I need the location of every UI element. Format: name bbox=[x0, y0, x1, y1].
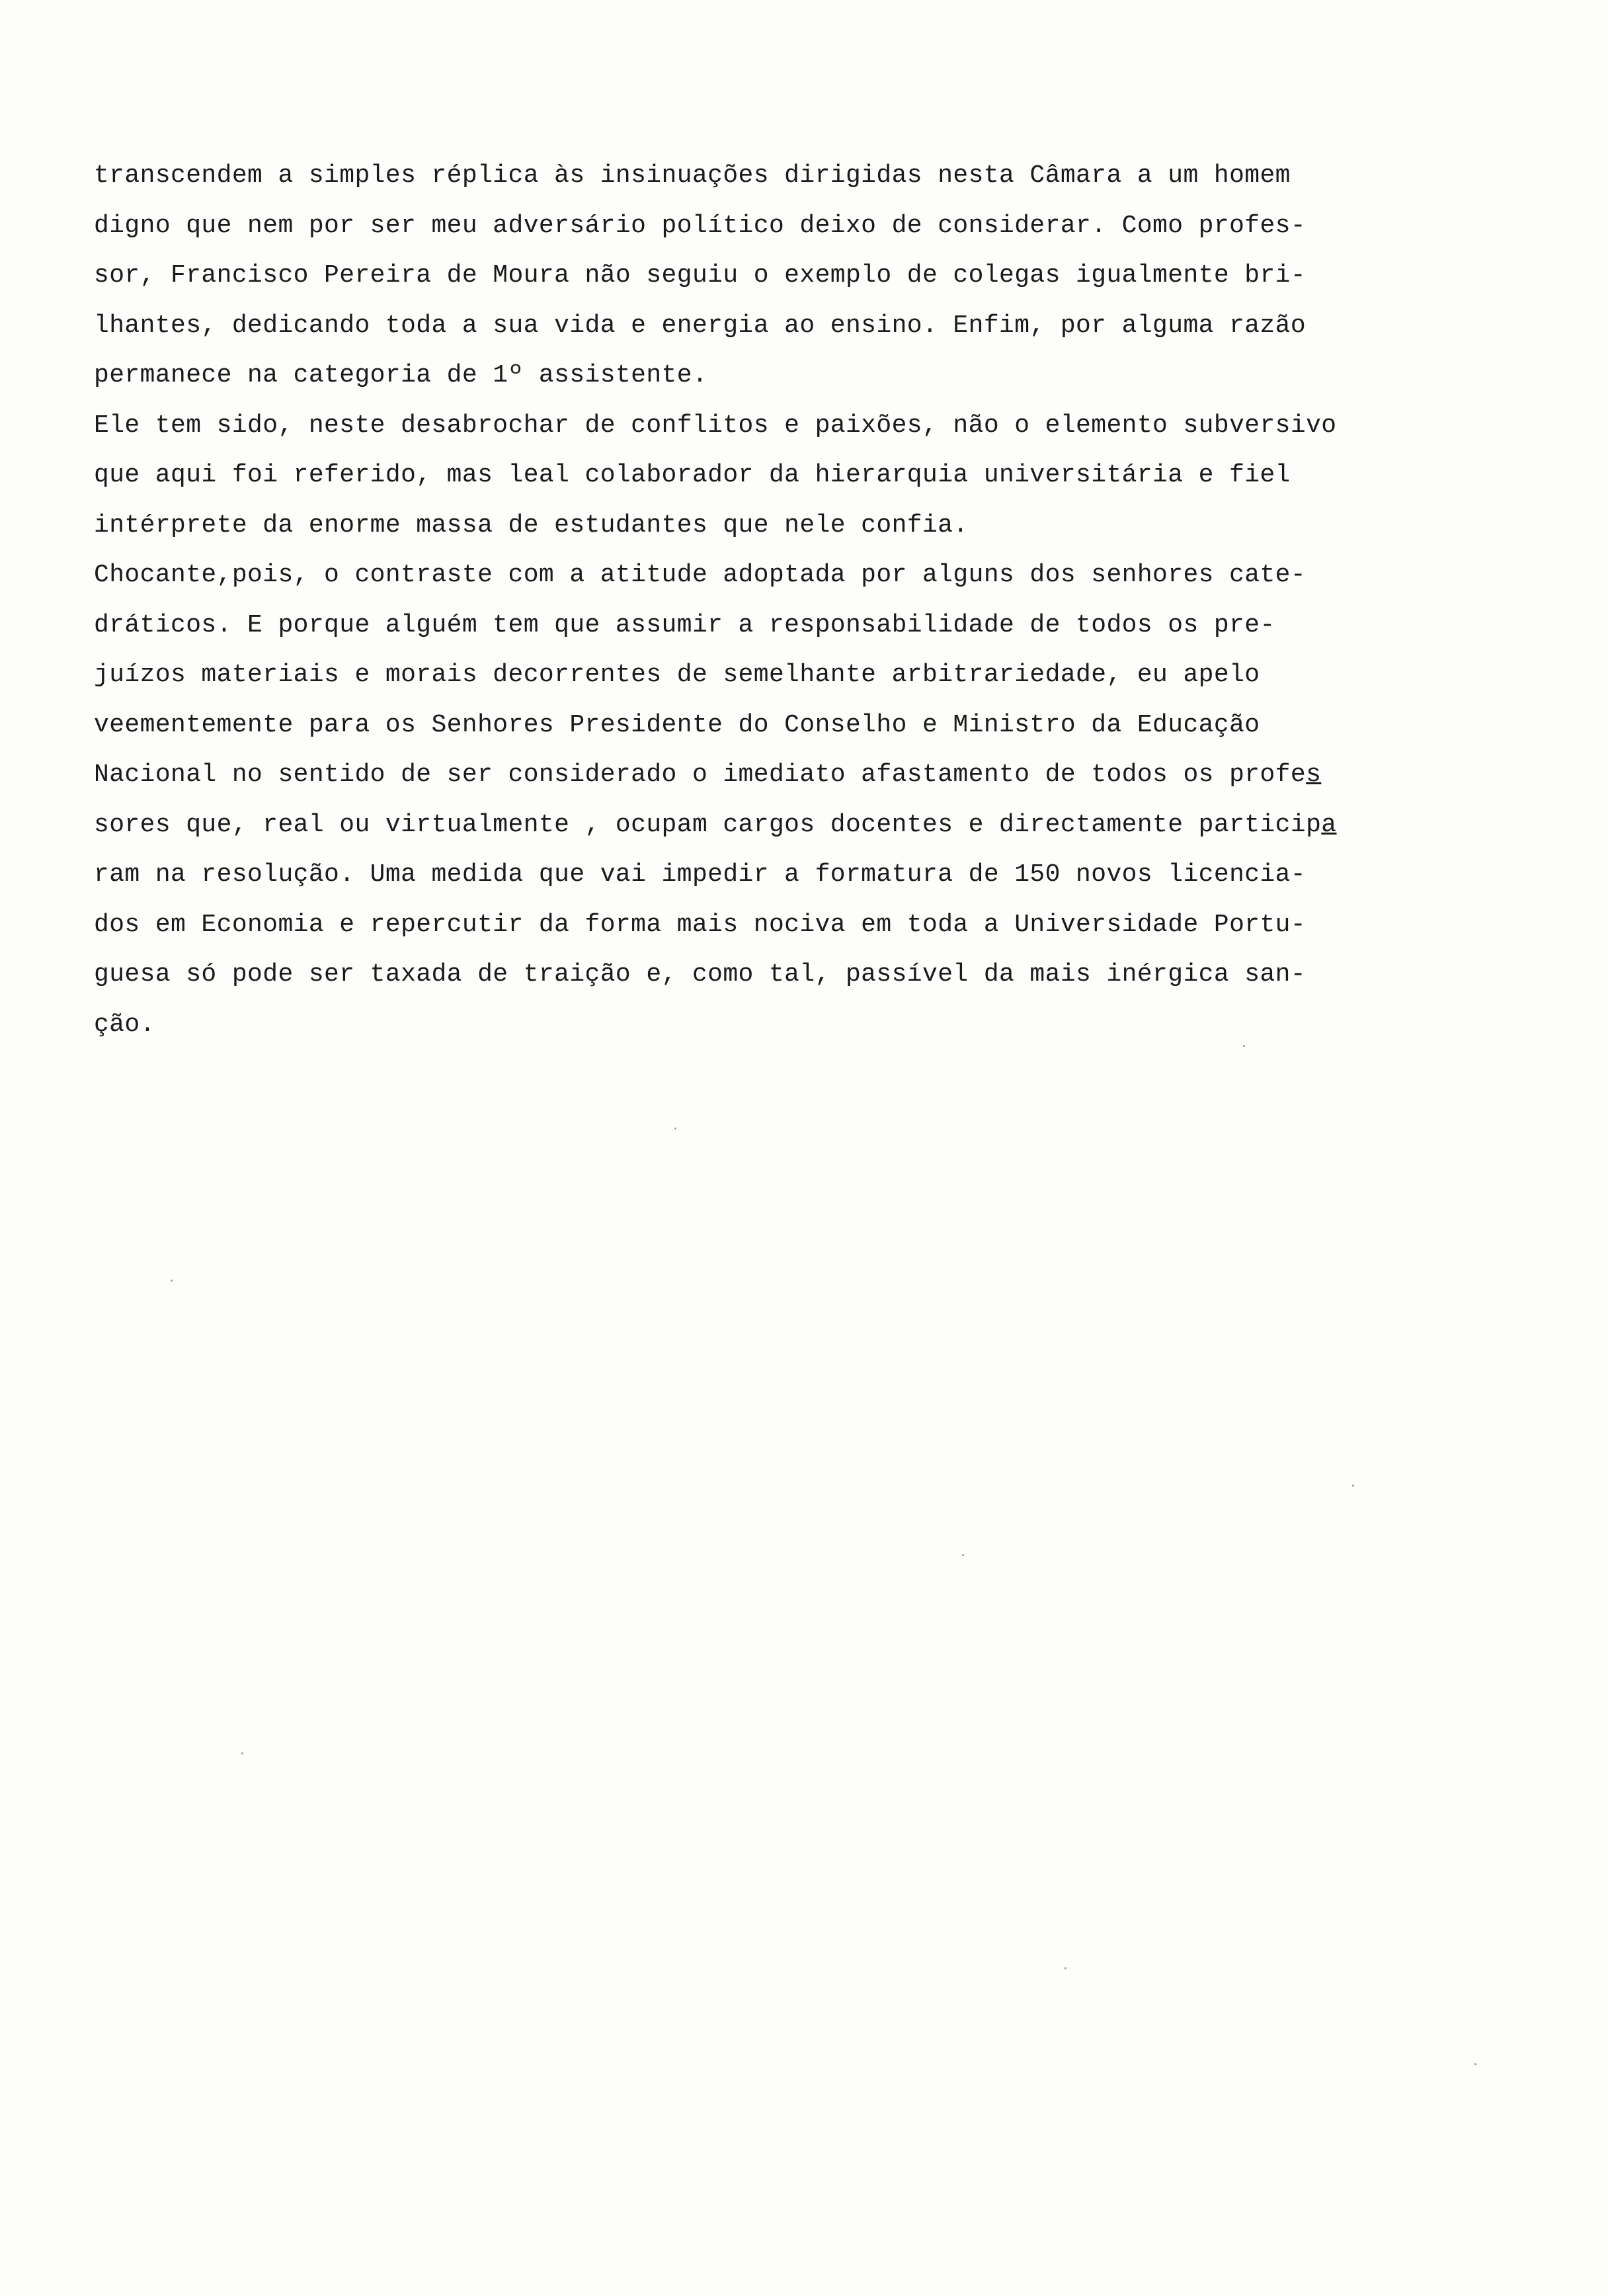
scan-speck bbox=[1065, 1967, 1066, 1969]
text-line: que aqui foi referido, mas leal colaborador da hierarquia universitária e fiel bbox=[94, 461, 1291, 489]
underlined-segment: s bbox=[1306, 760, 1322, 789]
text-segment: sores que, real ou virtualmente , ocupam cargos docentes e directamente particip bbox=[94, 810, 1322, 839]
text-line: transcendem a simples réplica às insinuações dirigidas nesta Câmara a um homem bbox=[94, 161, 1291, 190]
scan-speck bbox=[962, 1554, 964, 1556]
scan-speck bbox=[241, 1752, 243, 1754]
text-line: ram na resolução. Uma medida que vai impedir a formatura de 150 novos licencia- bbox=[94, 860, 1306, 889]
typed-text-body bbox=[94, 151, 1469, 1049]
scan-speck bbox=[674, 1128, 676, 1129]
text-line: juízos materiais e morais decorrentes de semelhante arbitrariedade, eu apelo bbox=[94, 661, 1260, 689]
text-line: ção. bbox=[94, 1010, 155, 1039]
text-line: Chocante,pois, o contraste com a atitude adoptada por alguns dos senhores cate- bbox=[94, 561, 1306, 589]
text-line: guesa só pode ser taxada de traição e, como tal, passível da mais inérgica san- bbox=[94, 960, 1306, 989]
scan-speck bbox=[1474, 2063, 1476, 2065]
text-line bbox=[94, 750, 1469, 800]
text-line: digno que nem por ser meu adversário político deixo de considerar. Como profes- bbox=[94, 211, 1306, 240]
text-line: dos em Economia e repercutir da forma mais nociva em toda a Universidade Portu- bbox=[94, 910, 1306, 939]
text-line: intérprete da enorme massa de estudantes que nele confia. bbox=[94, 511, 969, 540]
scan-speck bbox=[1243, 1045, 1245, 1047]
text-line bbox=[94, 800, 1469, 850]
text-line: veementemente para os Senhores Presidente do Conselho e Ministro da Educação bbox=[94, 710, 1260, 739]
text-line: permanece na categoria de 1º assistente. bbox=[94, 361, 708, 390]
scan-speck bbox=[1352, 1485, 1354, 1487]
text-line: dráticos. E porque alguém tem que assumir a responsabilidade de todos os pre- bbox=[94, 610, 1275, 639]
text-segment: Nacional no sentido de ser considerado o imediato afastamento de todos os profe bbox=[94, 760, 1306, 789]
text-line: sor, Francisco Pereira de Moura não seguiu o exemplo de colegas igualmente bri- bbox=[94, 261, 1306, 290]
text-line: lhantes, dedicando toda a sua vida e energia ao ensino. Enfim, por alguma razão bbox=[94, 311, 1306, 340]
underlined-segment: a bbox=[1321, 810, 1337, 839]
text-line: Ele tem sido, neste desabrochar de conflitos e paixões, não o elemento subversivo bbox=[94, 411, 1337, 440]
scan-speck bbox=[171, 1280, 173, 1282]
